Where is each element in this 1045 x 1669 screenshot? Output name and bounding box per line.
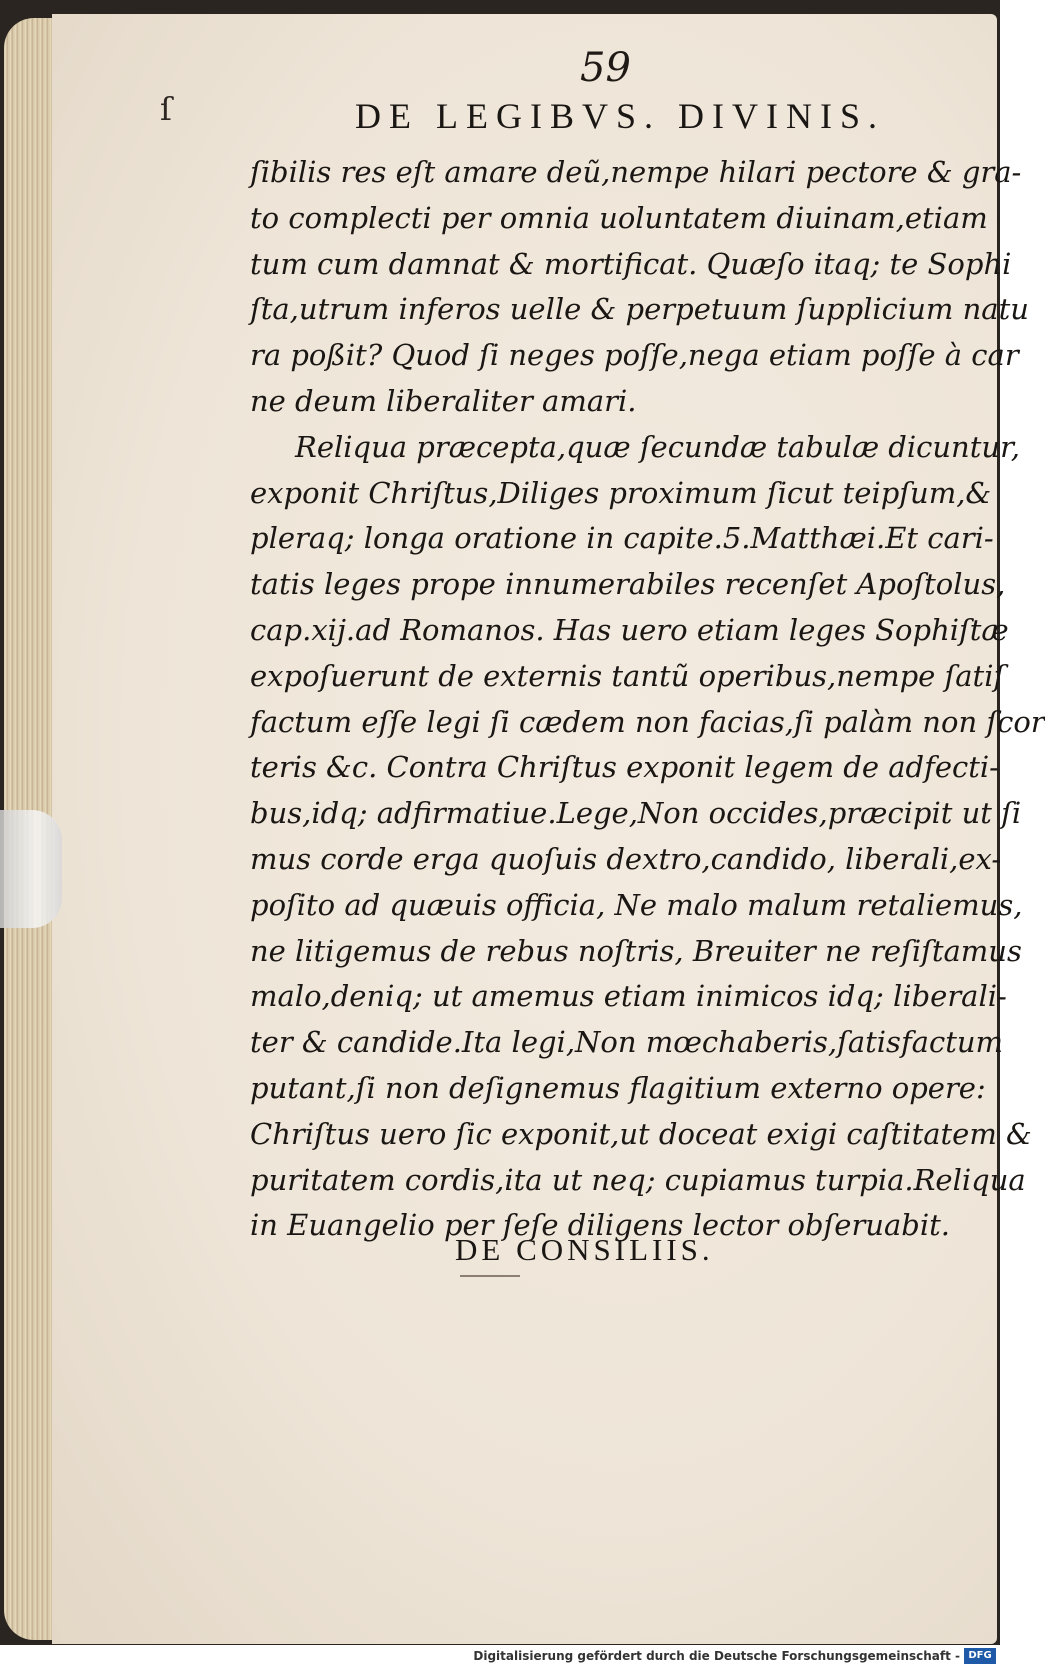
heading-underline: [460, 1275, 520, 1277]
body-text: [250, 150, 1045, 1249]
text-line: teris &c. Contra Chriſtus exponit legem de adfecti-: [250, 750, 999, 785]
funding-credit: Digitalisierung gefördert durch die Deutsche Forschungsgemeinschaft -: [473, 1649, 960, 1663]
text-line: poſito ad quæuis officia, Ne malo malum retaliemus,: [250, 887, 1023, 922]
running-head: DE LEGIBVS. DIVINIS.: [355, 96, 885, 136]
text-line: expoſuerunt de externis tantũ operibus,nempe ſatiſ: [250, 658, 1005, 693]
text-line: cap.xij.ad Romanos. Has uero etiam leges Sophiſtæ: [250, 612, 1009, 647]
text-line: putant,ſi non deſignemus flagitium externo opere:: [250, 1070, 986, 1105]
text-line: malo,deniq; ut amemus etiam inimicos idq; liberali-: [250, 979, 1007, 1014]
text-line: exponit Chriſtus,Diliges proximum ſicut teipſum,&: [250, 475, 992, 510]
text-line: ſibilis res eſt amare deũ,nempe hilari pectore & gra-: [250, 155, 1022, 189]
dfg-logo: DFG: [964, 1648, 996, 1664]
text-line: tatis leges prope innumerabiles recenſet Apoſtolus,: [250, 567, 1006, 602]
footer-bar: [0, 1645, 1000, 1669]
text-line: Reliqua præcepta,quæ ſecundæ tabulæ dicuntur,: [295, 429, 1020, 464]
text-line: to complecti per omnia uoluntatem diuinam,etiam: [250, 200, 988, 235]
text-line: in Euangelio per ſeſe diligens lector obſeruabit.: [250, 1208, 950, 1243]
text-line: bus,idq; adfirmatiue.Lege,Non occides,præcipit ut ſi: [250, 796, 1022, 831]
page-clip: [0, 810, 62, 928]
page-number: 59: [580, 45, 631, 91]
text-line: ne litigemus de rebus noſtris, Breuiter ne reſiſtamus: [250, 933, 1022, 968]
text-line: puritatem cordis,ita ut neq; cupiamus turpia.Reliqua: [250, 1162, 1026, 1197]
margin-mark: ſ: [160, 90, 172, 128]
text-line: pleraq; longa oratione in capite.5.Matthæi.Et cari-: [250, 521, 994, 556]
text-line: factum eſſe legi ſi cædem non facias,ſi palàm non ſcor: [250, 704, 1045, 739]
text-line: ra poßit? Quod ſi neges poſſe,nega etiam poſſe à car: [250, 338, 1019, 373]
text-line: Chriſtus uero ſic exponit,ut doceat exigi caſtitatem &: [250, 1116, 1032, 1151]
text-line: ne deum liberaliter amari.: [250, 383, 637, 418]
text-line: ſta,utrum inferos uelle & perpetuum ſupplicium natu: [250, 292, 1029, 327]
text-line: ter & candide.Ita legi,Non mœchaberis,ſatisfactum: [250, 1025, 1004, 1060]
text-line: mus corde erga quoſuis dextro,candido, liberali,ex-: [250, 841, 1002, 876]
text-line: tum cum damnat & mortificat. Quæſo itaq; te Sophi: [250, 246, 1012, 281]
section-heading: DE CONSILIIS.: [455, 1232, 714, 1267]
